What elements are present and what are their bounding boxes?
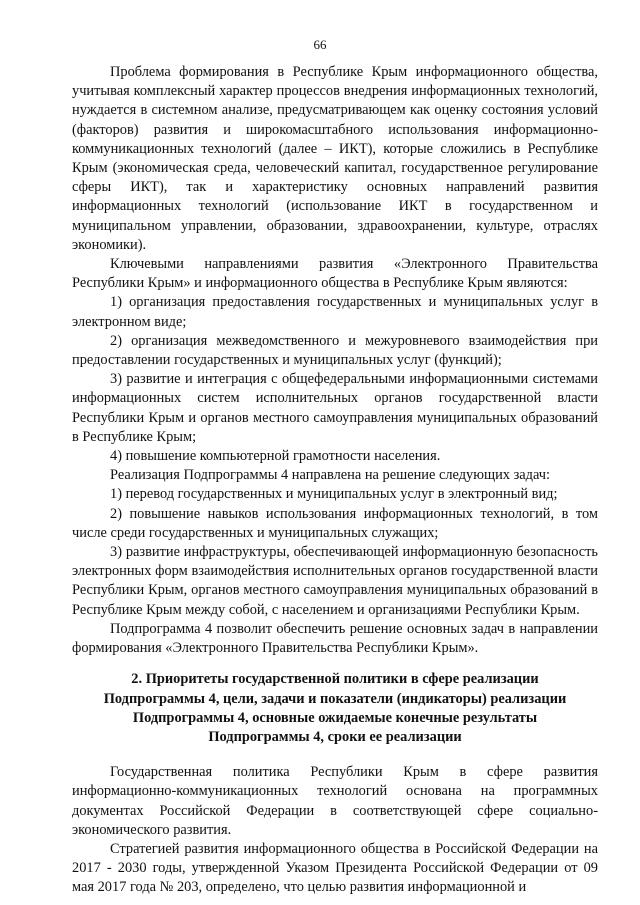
list-item-task-1: 1) перевод государственных и муниципальных услуг в электронный вид; (110, 486, 558, 503)
paragraph-strategy: Стратегией развития информационного общества в Российской Федерации на 2017 - 2030 годы, утвержденной Указом Президента Российской Федерации от 09 мая 2017 года № 203, определено, что целью развития информационной и (72, 840, 598, 896)
list-item-direction-3: 3) развитие и интеграция с общефедеральными информационными системами информационных систем исполнительных органов государственной власти Республики Крым и органов местного самоуправления муниципальных образований в Республике Крым; (72, 371, 598, 445)
paragraph-state-policy: Государственная политика Республики Крым в сфере развития информационно-коммуникационных технологий основана на программных документах Российской Федерации в соответствующей сфере социально-экономического развития. (72, 764, 598, 838)
paragraph-key-directions: Ключевыми направлениями развития «Электронного Правительства Республики Крым» и информационного общества в Республике Крым являются: (72, 256, 598, 292)
page-number: 66 (313, 37, 327, 52)
paragraph-tasks-intro: Реализация Подпрограммы 4 направлена на решение следующих задач: (110, 467, 551, 484)
paragraph-subprogram-outcome: Подпрограмма 4 позволит обеспечить решение основных задач в направлении формирования «Электронного Правительства Республики Крым». (72, 620, 598, 657)
list-item-direction-2: 2) организация межведомственного и межуровневого взаимодействия при предоставлении государственных и муниципальных услуг (функций); (72, 332, 598, 369)
paragraph-problem: Проблема формирования в Республике Крым информационного общества, учитывая комплексный характер процессов внедрения информационных технологий, нуждается в системном анализе, предусматривающем как оценку состояния условий (факторов) развития и широкомасштабного использования информационно-коммуникационных технологий (далее – ИКТ), которые сложились в Республике Крым (экономическая среда, человеческий капитал, государственное регулирование сферы ИКТ), так и характеристику основных направлений развития информационных технологий (использование ИКТ в государственном и муниципальном управлении, образовании, здравоохранении, культуре, отраслях экономики). (72, 64, 598, 253)
list-item-task-3: 3) развитие инфраструктуры, обеспечивающей информационную безопасность электронных форм взаимодействия исполнительных органов государственной власти Республики Крым, органов местного самоуправления муниципальных образований в Республике Крым между собой, с населением и организациями Республики Крым. (72, 544, 598, 618)
section-heading: 2. Приоритеты государственной политики в сфере реализации Подпрограммы 4, цели, задачи и показатели (индикаторы) реализации Подпрограммы 4, основные ожидаемые конечные результаты Подпрограммы 4, сроки ее реализации (103, 671, 567, 745)
document-body (72, 63, 598, 898)
list-item-task-2: 2) повышение навыков использования информационных технологий, в том числе среди государственных и муниципальных служащих; (72, 505, 598, 541)
list-item-direction-4: 4) повышение компьютерной грамотности населения. (110, 448, 441, 465)
list-item-direction-1: 1) организация предоставления государственных и муниципальных услуг в электронном виде; (72, 294, 598, 330)
